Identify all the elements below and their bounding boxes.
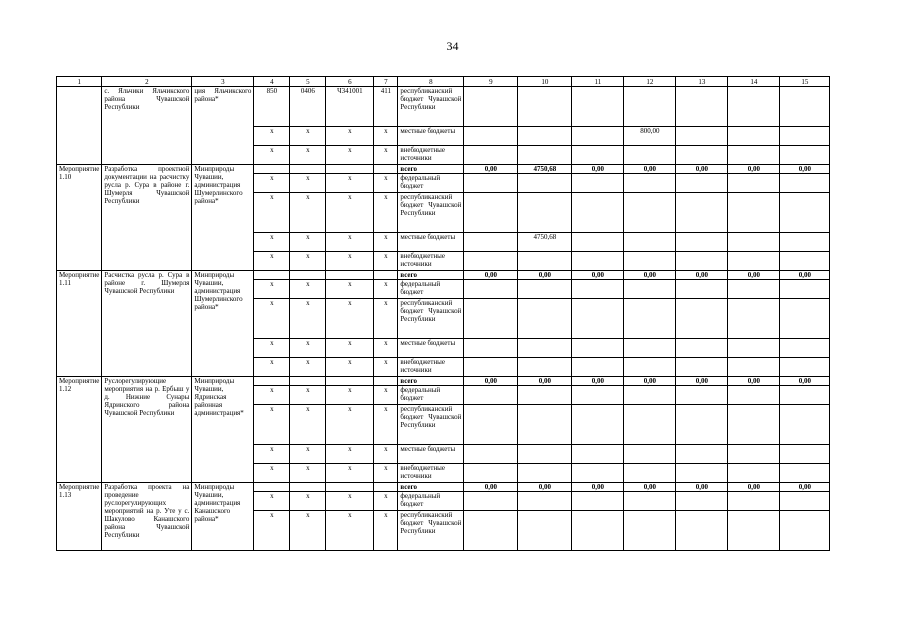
code-cell: х bbox=[326, 339, 374, 358]
value-cell bbox=[624, 492, 676, 511]
column-number: 1 bbox=[57, 77, 102, 87]
code-cell: х bbox=[326, 464, 374, 483]
code-cell: х bbox=[326, 299, 374, 339]
column-number: 5 bbox=[290, 77, 326, 87]
code-cell bbox=[290, 377, 326, 386]
value-cell bbox=[676, 492, 728, 511]
source-label: всего bbox=[398, 271, 464, 280]
value-cell bbox=[518, 339, 572, 358]
value-cell: 0,00 bbox=[728, 271, 780, 280]
value-cell bbox=[572, 405, 624, 445]
value-cell bbox=[780, 87, 830, 127]
column-number: 2 bbox=[102, 77, 192, 87]
value-cell: 0,00 bbox=[676, 165, 728, 174]
value-cell bbox=[518, 280, 572, 299]
code-cell: х bbox=[254, 174, 290, 193]
value-cell bbox=[728, 405, 780, 445]
value-cell bbox=[624, 146, 676, 165]
value-cell bbox=[780, 492, 830, 511]
code-cell: х bbox=[254, 511, 290, 551]
value-cell bbox=[780, 193, 830, 233]
value-cell bbox=[572, 511, 624, 551]
measure-executor: Минприроды Чувашии, администрация Канашского района* bbox=[192, 483, 254, 551]
source-label: всего bbox=[398, 483, 464, 492]
value-cell bbox=[728, 492, 780, 511]
value-cell bbox=[780, 127, 830, 146]
value-cell bbox=[464, 358, 518, 377]
value-cell bbox=[572, 339, 624, 358]
source-label: федеральный бюджет bbox=[398, 174, 464, 193]
code-cell: х bbox=[290, 405, 326, 445]
value-cell bbox=[572, 445, 624, 464]
value-cell bbox=[464, 146, 518, 165]
value-cell bbox=[676, 127, 728, 146]
code-cell: х bbox=[290, 445, 326, 464]
value-cell bbox=[572, 252, 624, 271]
value-cell bbox=[464, 193, 518, 233]
code-cell: х bbox=[374, 445, 398, 464]
code-cell: х bbox=[290, 193, 326, 233]
code-cell: х bbox=[374, 193, 398, 233]
measure-code: Мероприятие 1.13 bbox=[57, 483, 102, 551]
source-label: местные бюджеты bbox=[398, 233, 464, 252]
source-label: внебюджетные источники bbox=[398, 252, 464, 271]
value-cell: 0,00 bbox=[572, 483, 624, 492]
value-cell bbox=[572, 299, 624, 339]
code-cell: х bbox=[374, 233, 398, 252]
measure-code bbox=[57, 87, 102, 165]
value-cell bbox=[676, 358, 728, 377]
value-cell bbox=[728, 233, 780, 252]
page-number: 34 bbox=[446, 39, 459, 53]
value-cell bbox=[518, 358, 572, 377]
header-row bbox=[57, 77, 830, 87]
value-cell: 0,00 bbox=[518, 483, 572, 492]
code-cell bbox=[290, 165, 326, 174]
source-label: всего bbox=[398, 377, 464, 386]
code-cell: х bbox=[326, 386, 374, 405]
measure-name: Руслорегулирующие мероприятия на р. Ербыш у д. Нижние Сунары Ядринского района Чувашской Республики bbox=[102, 377, 192, 483]
code-cell: х bbox=[374, 464, 398, 483]
measure-name: Расчистка русла р. Сура в районе г. Шумерля Чувашской Республики bbox=[102, 271, 192, 377]
value-cell: 0,00 bbox=[676, 377, 728, 386]
measure-executor: Минприроды Чувашии, Ядринская районная администрация* bbox=[192, 377, 254, 483]
code-cell: х bbox=[374, 146, 398, 165]
code-cell: х bbox=[290, 511, 326, 551]
value-cell bbox=[676, 252, 728, 271]
value-cell bbox=[572, 233, 624, 252]
code-cell: х bbox=[374, 299, 398, 339]
column-number: 11 bbox=[572, 77, 624, 87]
value-cell bbox=[624, 464, 676, 483]
code-cell: х bbox=[374, 127, 398, 146]
value-cell bbox=[728, 252, 780, 271]
value-cell: 0,00 bbox=[572, 271, 624, 280]
value-cell bbox=[728, 280, 780, 299]
measure-executor: ция Яльчикского района* bbox=[192, 87, 254, 165]
code-cell: х bbox=[254, 464, 290, 483]
source-label: внебюджетные источники bbox=[398, 464, 464, 483]
table-row bbox=[57, 87, 830, 127]
column-number: 15 bbox=[780, 77, 830, 87]
value-cell bbox=[464, 299, 518, 339]
code-cell: х bbox=[326, 492, 374, 511]
value-cell bbox=[728, 146, 780, 165]
value-cell bbox=[464, 386, 518, 405]
value-cell bbox=[676, 464, 728, 483]
code-cell: х bbox=[254, 358, 290, 377]
column-number: 3 bbox=[192, 77, 254, 87]
source-label: республиканский бюджет Чувашской Республики bbox=[398, 511, 464, 551]
value-cell bbox=[572, 193, 624, 233]
value-cell bbox=[518, 405, 572, 445]
code-cell: х bbox=[326, 445, 374, 464]
value-cell bbox=[624, 280, 676, 299]
value-cell bbox=[676, 445, 728, 464]
value-cell bbox=[464, 280, 518, 299]
value-cell bbox=[572, 386, 624, 405]
code-cell: х bbox=[254, 280, 290, 299]
measure-name: Разработка проектной документации на расчистку русла р. Сура в районе г. Шумерля Чувашской Республики bbox=[102, 165, 192, 271]
value-cell bbox=[780, 252, 830, 271]
value-cell bbox=[728, 299, 780, 339]
source-label: республиканский бюджет Чувашской Республики bbox=[398, 193, 464, 233]
code-cell: х bbox=[374, 386, 398, 405]
source-label: местные бюджеты bbox=[398, 127, 464, 146]
source-label: местные бюджеты bbox=[398, 339, 464, 358]
table-row bbox=[57, 483, 830, 492]
value-cell: 0,00 bbox=[728, 377, 780, 386]
value-cell: 0,00 bbox=[572, 377, 624, 386]
vr-cell: 411 bbox=[374, 87, 398, 127]
value-cell bbox=[464, 127, 518, 146]
value-cell bbox=[464, 492, 518, 511]
code-cell: х bbox=[290, 358, 326, 377]
code-cell bbox=[374, 271, 398, 280]
code-cell: х bbox=[326, 405, 374, 445]
value-cell bbox=[518, 464, 572, 483]
value-cell bbox=[624, 87, 676, 127]
code-cell: х bbox=[254, 445, 290, 464]
value-cell: 4750,68 bbox=[518, 165, 572, 174]
value-cell bbox=[518, 127, 572, 146]
code-cell bbox=[326, 271, 374, 280]
value-cell bbox=[518, 252, 572, 271]
value-cell bbox=[572, 87, 624, 127]
measure-code: Мероприятие 1.11 bbox=[57, 271, 102, 377]
value-cell bbox=[518, 146, 572, 165]
value-cell bbox=[464, 511, 518, 551]
source-label: внебюджетные источники bbox=[398, 358, 464, 377]
value-cell: 4750,68 bbox=[518, 233, 572, 252]
value-cell bbox=[464, 174, 518, 193]
code-cell bbox=[290, 483, 326, 492]
value-cell bbox=[624, 511, 676, 551]
code-cell bbox=[254, 377, 290, 386]
rzpr-cell: 0406 bbox=[290, 87, 326, 127]
budget-table bbox=[56, 76, 830, 551]
value-cell bbox=[624, 405, 676, 445]
code-cell bbox=[374, 483, 398, 492]
source-label: федеральный бюджет bbox=[398, 280, 464, 299]
code-cell: х bbox=[254, 405, 290, 445]
value-cell bbox=[676, 299, 728, 339]
value-cell: 0,00 bbox=[624, 271, 676, 280]
value-cell bbox=[518, 492, 572, 511]
source-label: федеральный бюджет bbox=[398, 492, 464, 511]
code-cell: х bbox=[326, 146, 374, 165]
code-cell: х bbox=[290, 146, 326, 165]
code-cell: х bbox=[326, 280, 374, 299]
column-number: 13 bbox=[676, 77, 728, 87]
value-cell bbox=[676, 174, 728, 193]
value-cell bbox=[572, 146, 624, 165]
value-cell bbox=[728, 358, 780, 377]
value-cell bbox=[464, 405, 518, 445]
value-cell bbox=[518, 193, 572, 233]
value-cell bbox=[728, 445, 780, 464]
value-cell bbox=[572, 280, 624, 299]
value-cell bbox=[518, 511, 572, 551]
value-cell bbox=[780, 511, 830, 551]
value-cell bbox=[780, 299, 830, 339]
value-cell bbox=[464, 252, 518, 271]
value-cell bbox=[780, 358, 830, 377]
value-cell bbox=[780, 405, 830, 445]
value-cell bbox=[676, 339, 728, 358]
column-number: 8 bbox=[398, 77, 464, 87]
code-cell: х bbox=[326, 358, 374, 377]
code-cell: х bbox=[254, 233, 290, 252]
source-label: местные бюджеты bbox=[398, 445, 464, 464]
value-cell bbox=[780, 339, 830, 358]
value-cell bbox=[780, 174, 830, 193]
value-cell bbox=[518, 87, 572, 127]
value-cell: 0,00 bbox=[624, 377, 676, 386]
value-cell bbox=[780, 146, 830, 165]
code-cell: х bbox=[326, 174, 374, 193]
grbs-cell: 850 bbox=[254, 87, 290, 127]
value-cell bbox=[728, 339, 780, 358]
code-cell: х bbox=[374, 511, 398, 551]
value-cell bbox=[676, 233, 728, 252]
code-cell: х bbox=[374, 280, 398, 299]
code-cell: х bbox=[374, 174, 398, 193]
value-cell bbox=[676, 193, 728, 233]
value-cell bbox=[728, 87, 780, 127]
code-cell bbox=[326, 483, 374, 492]
measure-executor: Минприроды Чувашии, администрация Шумерлинского района* bbox=[192, 271, 254, 377]
value-cell bbox=[676, 386, 728, 405]
value-cell bbox=[728, 386, 780, 405]
measure-executor: Минприроды Чувашии, администрация Шумерлинского района* bbox=[192, 165, 254, 271]
csr-cell: Ч341001 bbox=[326, 87, 374, 127]
value-cell bbox=[464, 464, 518, 483]
source-label: республиканский бюджет Чувашской Республики bbox=[398, 299, 464, 339]
code-cell: х bbox=[290, 386, 326, 405]
measure-name: с. Яльчики Яльчикского района Чувашской Республики bbox=[102, 87, 192, 165]
value-cell: 0,00 bbox=[624, 483, 676, 492]
code-cell: х bbox=[374, 358, 398, 377]
value-cell bbox=[676, 87, 728, 127]
value-cell bbox=[518, 299, 572, 339]
code-cell: х bbox=[326, 233, 374, 252]
code-cell bbox=[254, 165, 290, 174]
value-cell bbox=[728, 127, 780, 146]
value-cell bbox=[624, 445, 676, 464]
measure-name: Разработка проекта на проведение руслорегулирующих мероприятий на р. Уте у с. Шакулово Канашского района Чувашской Республики bbox=[102, 483, 192, 551]
code-cell: х bbox=[290, 127, 326, 146]
value-cell bbox=[728, 464, 780, 483]
value-cell bbox=[780, 280, 830, 299]
value-cell: 0,00 bbox=[728, 165, 780, 174]
value-cell: 0,00 bbox=[464, 483, 518, 492]
value-cell bbox=[572, 464, 624, 483]
code-cell bbox=[290, 271, 326, 280]
value-cell bbox=[624, 233, 676, 252]
value-cell: 0,00 bbox=[676, 483, 728, 492]
code-cell: х bbox=[326, 252, 374, 271]
column-number: 14 bbox=[728, 77, 780, 87]
value-cell bbox=[518, 445, 572, 464]
code-cell: х bbox=[374, 492, 398, 511]
code-cell: х bbox=[290, 492, 326, 511]
value-cell: 0,00 bbox=[780, 377, 830, 386]
value-cell bbox=[624, 193, 676, 233]
value-cell bbox=[464, 87, 518, 127]
code-cell: х bbox=[254, 252, 290, 271]
value-cell: 0,00 bbox=[728, 483, 780, 492]
value-cell bbox=[728, 193, 780, 233]
value-cell: 0,00 bbox=[464, 271, 518, 280]
column-number: 6 bbox=[326, 77, 374, 87]
code-cell: х bbox=[374, 252, 398, 271]
code-cell: х bbox=[374, 339, 398, 358]
code-cell: х bbox=[254, 492, 290, 511]
table-row bbox=[57, 165, 830, 174]
code-cell: х bbox=[254, 339, 290, 358]
code-cell: х bbox=[290, 299, 326, 339]
measure-code: Мероприятие 1.10 bbox=[57, 165, 102, 271]
table-row bbox=[57, 377, 830, 386]
code-cell bbox=[254, 483, 290, 492]
column-number: 10 bbox=[518, 77, 572, 87]
value-cell bbox=[572, 174, 624, 193]
value-cell bbox=[624, 386, 676, 405]
code-cell: х bbox=[290, 233, 326, 252]
code-cell: х bbox=[290, 174, 326, 193]
code-cell: х bbox=[254, 299, 290, 339]
value-cell bbox=[780, 464, 830, 483]
code-cell: х bbox=[254, 386, 290, 405]
value-cell bbox=[624, 358, 676, 377]
source-label: республиканский бюджет Чувашской Республики bbox=[398, 405, 464, 445]
code-cell: х bbox=[290, 280, 326, 299]
value-cell: 800,00 bbox=[624, 127, 676, 146]
value-cell bbox=[518, 386, 572, 405]
code-cell bbox=[374, 165, 398, 174]
measure-code: Мероприятие 1.12 bbox=[57, 377, 102, 483]
code-cell: х bbox=[374, 405, 398, 445]
code-cell bbox=[254, 271, 290, 280]
source-label: федеральный бюджет bbox=[398, 386, 464, 405]
table-row bbox=[57, 271, 830, 280]
value-cell bbox=[676, 280, 728, 299]
code-cell: х bbox=[326, 193, 374, 233]
value-cell: 0,00 bbox=[518, 271, 572, 280]
source-label: внебюджетные источники bbox=[398, 146, 464, 165]
code-cell: х bbox=[290, 339, 326, 358]
value-cell bbox=[624, 252, 676, 271]
value-cell: 0,00 bbox=[676, 271, 728, 280]
code-cell: х bbox=[290, 464, 326, 483]
value-cell: 0,00 bbox=[464, 377, 518, 386]
column-number: 4 bbox=[254, 77, 290, 87]
value-cell: 0,00 bbox=[780, 271, 830, 280]
value-cell: 0,00 bbox=[518, 377, 572, 386]
value-cell bbox=[464, 233, 518, 252]
value-cell: 0,00 bbox=[780, 165, 830, 174]
value-cell bbox=[572, 492, 624, 511]
value-cell bbox=[676, 405, 728, 445]
value-cell bbox=[464, 445, 518, 464]
source-label: всего bbox=[398, 165, 464, 174]
code-cell: х bbox=[254, 146, 290, 165]
code-cell: х bbox=[254, 193, 290, 233]
value-cell bbox=[780, 233, 830, 252]
code-cell: х bbox=[254, 127, 290, 146]
code-cell bbox=[326, 377, 374, 386]
column-number: 9 bbox=[464, 77, 518, 87]
value-cell bbox=[728, 174, 780, 193]
value-cell bbox=[572, 127, 624, 146]
value-cell bbox=[464, 339, 518, 358]
value-cell: 0,00 bbox=[780, 483, 830, 492]
code-cell: х bbox=[326, 127, 374, 146]
value-cell bbox=[676, 511, 728, 551]
value-cell: 0,00 bbox=[464, 165, 518, 174]
value-cell bbox=[676, 146, 728, 165]
value-cell bbox=[572, 358, 624, 377]
value-cell bbox=[780, 386, 830, 405]
source-label: республиканский бюджет Чувашской Республики bbox=[398, 87, 464, 127]
value-cell bbox=[624, 174, 676, 193]
value-cell: 0,00 bbox=[572, 165, 624, 174]
column-number: 12 bbox=[624, 77, 676, 87]
code-cell bbox=[374, 377, 398, 386]
code-cell: х bbox=[326, 511, 374, 551]
value-cell bbox=[728, 511, 780, 551]
value-cell bbox=[624, 339, 676, 358]
column-number: 7 bbox=[374, 77, 398, 87]
value-cell: 0,00 bbox=[624, 165, 676, 174]
value-cell bbox=[780, 445, 830, 464]
value-cell bbox=[518, 174, 572, 193]
value-cell bbox=[624, 299, 676, 339]
code-cell: х bbox=[290, 252, 326, 271]
code-cell bbox=[326, 165, 374, 174]
